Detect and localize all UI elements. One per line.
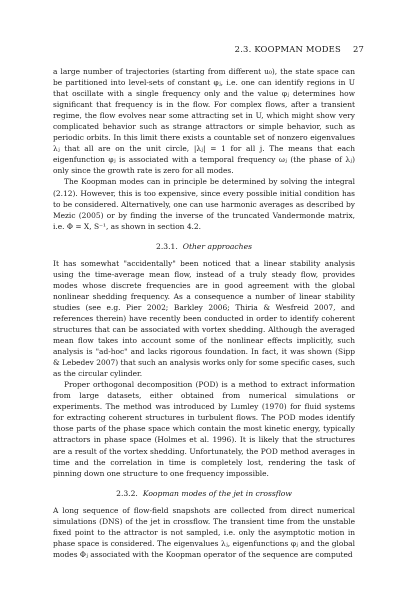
running-head-section: 2.3. KOOPMAN MODES	[234, 44, 341, 54]
section-heading-2-3-1	[53, 241, 355, 252]
page-number: 27	[352, 44, 364, 54]
body-text	[53, 66, 355, 560]
paragraph-4: Proper orthogonal decomposition (POD) is a method to extract information from large datasets, either obtained from numerical simulations or experiments. The method was introduced by Lumley (1970) for fluid systems for extracting coherent structures in turbulent flows. The POD modes identify those parts of the phase space which contain the most kinetic energy, typically attractors in phase space (Holmes et al. 1996). It is likely that the structures are a result of the vortex shedding. Unfortunately, the POD method averages in time and the correlation in time is completely lost, rendering the task of pinning down one structure to one frequency impossible.	[53, 380, 355, 478]
paragraph-5: A long sequence of flow-field snapshots are collected from direct numerical simulations (DNS) of the jet in crossflow. The transient time from the unstable fixed point to the attractor is not sampled, i.e. only the asymptotic motion in phase space is considered. The eigenvalues λⱼ, eigenfunctions φⱼ and the global modes Φⱼ associated with the Koopman operator of the sequence are computed	[53, 505, 355, 559]
paragraph-2: The Koopman modes can in principle be determined by solving the integral (2.12). However, this is too expensive, since every possible initial condition has to be considered. Alternatively, one can use harmonic averages as described by Mezic (2005) or by finding the inverse of the truncated Vandermonde matrix, i.e. Φ = X, S⁻¹, as shown in section 4.2.	[53, 177, 355, 231]
section-title: Other approaches	[182, 241, 252, 251]
section-number: 2.3.1.	[156, 241, 178, 251]
section-number: 2.3.2.	[116, 488, 138, 498]
paragraph-3: It has somewhat "accidentally" been noticed that a linear stability analysis using the time-average mean flow, instead of a truly steady flow, provides modes whose discrete frequencies are in good agreement with the global nonlinear shedding frequency. As a consequence a number of linear stability studies (see e.g. Pier 2002; Barkley 2006; Thiria & Wesfreid 2007, and references therein) have recently been conducted in order to identify coherent structures that can be associated with vortex shedding. Although the averaged mean flow takes into account some of the nonlinear effects implicitly, such analysis is "ad-hoc" and lacks rigorous foundation. In fact, it was shown (Sipp & Lebedev 2007) that such an analysis works only for some specific cases, such as the circular cylinder.	[53, 258, 355, 379]
paragraph-1: a large number of trajectories (starting from different u₀), the state space can be partitioned into level-sets of constant φⱼ, i.e. one can identify regions in U that oscillate with a single frequency only and the value φⱼ determines how significant that frequency is in the flow. For complex flows, after a transient regime, the flow evolves near some attracting set in U, which might show very complicated behavior such as strange attractors or simple behavior, such as periodic orbits. In this limit there exists a countable set of nonzero eigenvalues λⱼ that all are on the unit circle, |λⱼ| = 1 for all j. The means that each eigenfunction φⱼ is associated with a temporal frequency ωⱼ (the phase of λⱼ) only since the growth rate is zero for all modes.	[53, 67, 355, 176]
section-title: Koopman modes of the jet in crossflow	[142, 488, 292, 498]
section-heading-2-3-2	[53, 488, 355, 499]
running-head	[60, 44, 364, 54]
